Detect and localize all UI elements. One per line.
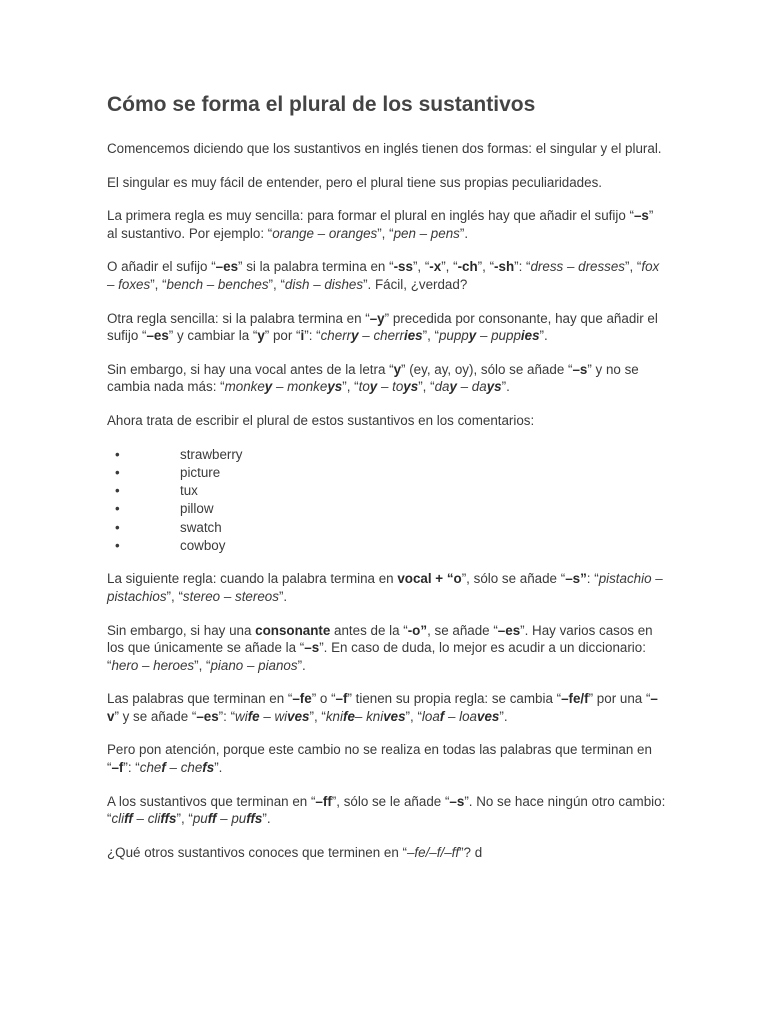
text-run: i [300, 328, 305, 344]
text-run: ”. [214, 760, 223, 776]
text-run: ”. Hay varios casos en los que únicamente se añade la “ [107, 622, 653, 656]
text-run: ”, “ [194, 657, 211, 673]
text-run: ves [383, 708, 406, 724]
text-run: –es [215, 259, 239, 275]
text-run: – to [377, 379, 404, 395]
bullet-icon: • [115, 519, 120, 535]
text-run: pen – pens [393, 225, 460, 241]
paragraph [107, 174, 667, 192]
paragraph [107, 844, 667, 862]
text-run: ff [207, 811, 217, 827]
bullet-icon: • [115, 538, 120, 554]
text-run: -o” [407, 622, 428, 638]
text-run: –y [369, 310, 385, 326]
text-run: ffs [160, 811, 177, 827]
text-run: ”, “ [342, 379, 359, 395]
text-run: y [351, 328, 359, 344]
text-run: stereo – stereos [182, 588, 279, 604]
text-run: y [264, 379, 273, 395]
text-run: ”, “ [166, 588, 183, 604]
text-run: che [139, 760, 162, 776]
text-run: to [358, 379, 370, 395]
rules-section [107, 570, 667, 861]
text-run: – pupp [476, 328, 521, 344]
bullet-icon: • [115, 483, 120, 499]
text-run: –fe/f [561, 691, 589, 707]
text-run: ”, “ [625, 259, 642, 275]
list-item [107, 464, 667, 482]
text-run: ffs [246, 811, 263, 827]
paragraph [107, 741, 667, 776]
text-run: hero – heroes [111, 657, 195, 673]
text-run: La primera regla es muy sencilla: para formar el plural en inglés hay que añadir el sufijo “ [107, 208, 634, 224]
text-run: -sh [494, 259, 515, 275]
list-item [107, 537, 667, 555]
text-run: ” y no se cambia nada más: “ [107, 361, 639, 395]
text-run: loa [421, 708, 440, 724]
text-run: Pero pon atención, porque este cambio no se realiza en todas las palabras que terminan en “ [107, 742, 652, 776]
list-item-text: swatch [180, 519, 222, 535]
text-run: ”. [539, 328, 548, 344]
text-run: -ss [393, 259, 413, 275]
paragraph [107, 570, 667, 605]
text-run: ”, “ [477, 259, 495, 275]
text-run: – cherr [358, 328, 404, 344]
text-run: ”, “ [405, 708, 422, 724]
text-run: pupp [438, 328, 469, 344]
text-run: –f [111, 760, 124, 776]
text-run: ”. [278, 588, 288, 604]
text-run: : “ [586, 571, 599, 587]
text-run: ys [327, 379, 343, 395]
text-run: –s [449, 793, 465, 809]
text-run: –v [107, 691, 658, 724]
text-run: –s [633, 208, 649, 224]
intro-section [107, 140, 667, 430]
text-run: y [369, 379, 378, 395]
list-item-text: cowboy [180, 538, 226, 554]
list-item-text: tux [180, 483, 198, 499]
list-item [107, 519, 667, 537]
text-run: ” por una “ [588, 691, 651, 707]
text-run: –s [304, 640, 320, 656]
list-item-text: strawberry [180, 446, 243, 462]
paragraph [107, 140, 667, 158]
text-run: ”: “ [304, 328, 321, 344]
text-run: y [257, 328, 265, 344]
text-run: fox – foxes [107, 259, 660, 292]
text-run: -x [429, 259, 442, 275]
list-item [107, 446, 667, 464]
text-run: – loa [444, 708, 478, 724]
text-run: ”, “ [412, 259, 430, 275]
text-run: ” al sustantivo. Por ejemplo: “ [107, 208, 654, 241]
text-run: ”, “ [268, 276, 285, 292]
paragraph [107, 207, 667, 242]
text-run: Sin embargo, si hay una [107, 622, 256, 638]
text-run: ”: “ [123, 760, 140, 776]
text-run: –f [335, 691, 348, 707]
text-run: ”, “ [418, 379, 435, 395]
text-run: bench – benches [166, 276, 269, 292]
paragraph [107, 310, 667, 345]
text-run: –es [497, 622, 521, 638]
noun-list [107, 446, 667, 556]
text-run: orange – oranges [272, 225, 378, 241]
text-run: ” y se añade “ [114, 708, 197, 724]
text-run: ”? d [459, 844, 483, 860]
text-run: f [439, 708, 445, 724]
text-run: ¿Qué otros sustantivos conoces que terminen en “ [107, 844, 407, 860]
text-run: ”. [501, 379, 510, 395]
text-run: ” por “ [264, 328, 301, 344]
text-run: A los sustantivos que terminan en “ [107, 793, 316, 809]
text-run: ”, “ [441, 259, 458, 275]
text-run: , se añade “ [427, 622, 498, 638]
text-run: ”. [297, 657, 306, 673]
page-title: Cómo se forma el plural de los sustantivos [107, 93, 536, 116]
text-run: ”, “ [422, 328, 439, 344]
text-run: –es [196, 708, 219, 724]
text-run: ”. En caso de duda, lo mejor es acudir a un diccionario: “ [107, 640, 646, 673]
text-run: Ahora trata de escribir el plural de estos sustantivos en los comentarios: [107, 412, 535, 428]
text-run: ff [124, 811, 133, 827]
text-run: ” tienen su propia regla: se cambia “ [347, 691, 562, 707]
text-run: ”, “ [309, 708, 326, 724]
text-run: y [468, 328, 477, 344]
text-run: ”, “ [176, 811, 193, 827]
text-run: monke [224, 379, 265, 395]
text-run: ”. No se hace ningún otro cambio: “ [107, 793, 666, 827]
text-run: –fe/–f/–ff [406, 844, 460, 860]
text-run: fe [247, 708, 260, 724]
text-run: piano – pianos [210, 657, 298, 673]
text-run: -ch [457, 259, 478, 275]
text-run: ” si la palabra termina en “ [238, 259, 394, 275]
text-run: –s” [565, 571, 587, 587]
text-run: ys [486, 379, 502, 395]
text-run: wi [235, 708, 248, 724]
text-run: ” o “ [311, 691, 336, 707]
paragraph [107, 793, 667, 828]
list-item [107, 482, 667, 500]
text-run: ”, sólo se añade “ [461, 571, 566, 587]
text-run: – monke [272, 379, 328, 395]
text-run: ies [520, 328, 540, 344]
list-item-text: pillow [180, 501, 214, 517]
text-run: ”: “ [218, 708, 236, 724]
text-run: ”, sólo se le añade “ [331, 793, 450, 809]
text-run: consonante [255, 622, 331, 638]
text-run: ” y cambiar la “ [168, 328, 258, 344]
paragraph [107, 361, 667, 396]
text-run: dish – dishes [284, 276, 364, 292]
text-run: ves [477, 708, 500, 724]
text-run: y [393, 361, 402, 377]
list-item [107, 500, 667, 518]
paragraph [107, 690, 667, 725]
text-run: –fe [292, 691, 312, 707]
text-run: antes de la “ [330, 622, 408, 638]
text-run: –es [146, 328, 169, 344]
text-run: fs [202, 760, 215, 776]
text-run: – pu [216, 811, 247, 827]
text-run: Comencemos diciendo que los sustantivos en inglés tienen dos formas: el singular y el plural. [107, 141, 662, 156]
text-run: La siguiente regla: cuando la palabra termina en [107, 571, 398, 587]
bullet-icon: • [115, 464, 120, 480]
text-run: cli [111, 811, 125, 827]
text-run: – wi [259, 708, 288, 724]
text-run: kni [325, 708, 343, 724]
text-run: Sin embargo, si hay una vocal antes de la letra “ [107, 361, 394, 377]
text-run: cherr [320, 328, 352, 344]
document-page [107, 92, 667, 877]
bullet-icon: • [115, 446, 120, 462]
text-run: ” precedida por consonante, hay que añadir el sufijo “ [107, 310, 658, 344]
text-run: f [161, 760, 166, 776]
text-run: dress – dresses [530, 259, 626, 275]
text-run: vocal + “o [397, 571, 462, 587]
text-run: y [449, 379, 457, 395]
text-run: – cli [132, 811, 161, 827]
text-run: ”. [262, 811, 271, 827]
text-run: ies [403, 328, 423, 344]
text-run: Las palabras que terminan en “ [107, 691, 293, 707]
paragraph [107, 258, 667, 293]
text-run: – da [456, 379, 487, 395]
text-run: pistachio – pistachios [107, 571, 663, 604]
text-run: – kni [354, 708, 384, 724]
text-run: ys [403, 379, 419, 395]
text-run: ”. [459, 225, 469, 241]
text-run: ” (ey, ay, oy), sólo se añade “ [401, 361, 573, 377]
text-run: – che [165, 760, 203, 776]
text-run: –ff [315, 793, 332, 809]
paragraph [107, 412, 667, 430]
text-run: ”, “ [377, 225, 394, 241]
text-run: El singular es muy fácil de entender, pero el plural tiene sus propias peculiaridades. [107, 174, 602, 190]
bullet-icon: • [115, 501, 120, 517]
text-run: O añadir el sufijo “ [107, 259, 216, 275]
text-run: fe [342, 708, 355, 724]
list-item-text: picture [180, 464, 221, 480]
text-run: –s [572, 361, 588, 377]
paragraph [107, 622, 667, 675]
text-run: da [434, 379, 450, 395]
text-run: ”. [499, 708, 508, 724]
text-run: ”, “ [150, 276, 167, 292]
text-run: Otra regla sencilla: si la palabra termina en “ [107, 310, 370, 326]
text-run: ves [287, 708, 310, 724]
text-run: ”: “ [514, 259, 531, 275]
text-run: ”. Fácil, ¿verdad? [363, 276, 468, 292]
text-run: pu [192, 811, 208, 827]
